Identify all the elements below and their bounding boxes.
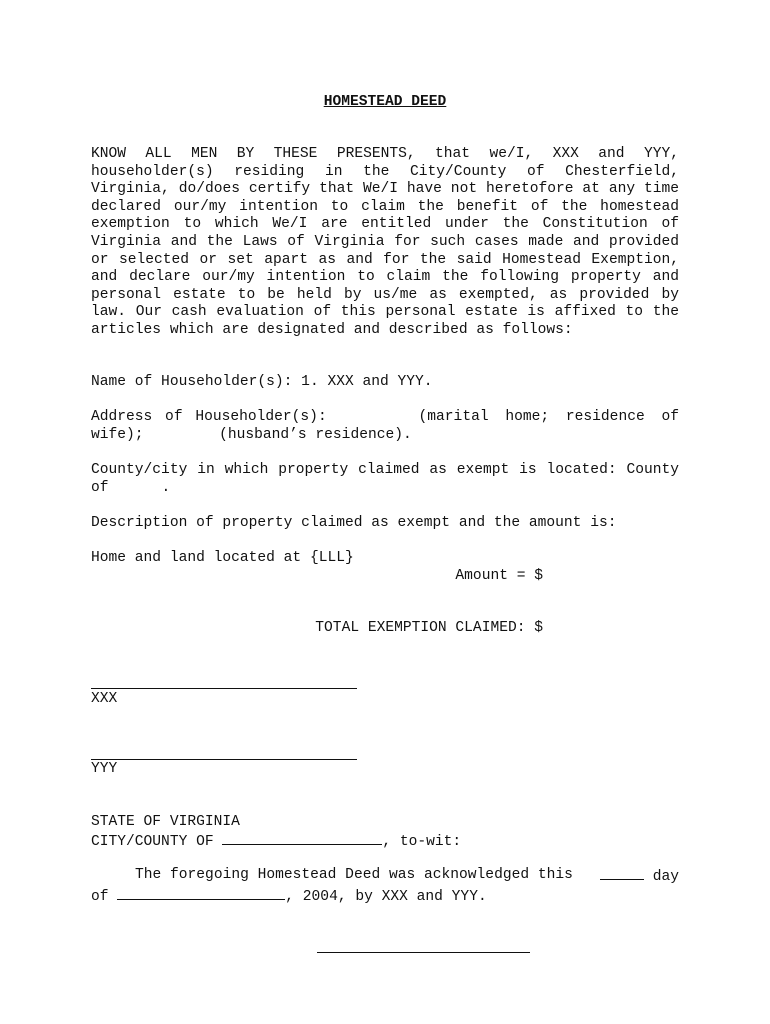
ack-line-1: The foregoing Homestead Deed was acknowledged this day: [135, 867, 679, 885]
county-section: [91, 462, 679, 497]
county-line-1: County/city in which property claimed as exempt is located: County: [91, 462, 679, 478]
householder-name: Name of Householder(s): 1. XXX and YYY.: [91, 374, 433, 390]
address-section: [91, 409, 679, 444]
address-line-1: [91, 409, 679, 427]
day-blank: [600, 867, 644, 880]
signature-line-2: [91, 759, 357, 760]
document-title: HOMESTEAD DEED: [323, 94, 447, 110]
home-land-location: Home and land located at {LLL}: [91, 550, 354, 566]
county-line-2: of .: [91, 479, 171, 496]
address-value: (marital home; residence of: [418, 409, 679, 425]
property-description: Description of property claimed as exempt and the amount is:: [91, 515, 617, 531]
city-county-line: CITY/COUNTY OF , to-wit:: [91, 833, 462, 850]
address-husband: (husband’s residence).: [219, 426, 412, 443]
amount-line: Amount = $: [455, 568, 543, 584]
signature-line-1: [91, 688, 357, 689]
intro-paragraph: KNOW ALL MEN BY THESE PRESENTS, that we/I, XXX and YYY, householder(s) residing in the City/County of Chesterfield, Virginia, do/does certify that We/I have not heretofore at any time declared our/my intention to claim the benefit of the homestead exemption to which We/I are entitled under the Constitution of Virginia and the Laws of Virginia for such cases made and provided or selected or set apart as and for the said Homestead Exemption, and declare our/my intention to claim the following property and personal estate to be held by us/me as exempted, as provided by law. Our cash evaluation of this personal estate is affixed to the articles which are designated and described as follows:: [91, 146, 679, 338]
address-label: Address of Householder(s):: [91, 409, 327, 425]
signer-2-name: YYY: [91, 761, 118, 777]
address-wife: wife);: [91, 426, 144, 443]
city-county-blank: [222, 832, 382, 845]
notary-signature-line: [317, 952, 530, 953]
address-line-2: [91, 427, 679, 445]
signer-1-name: XXX: [91, 691, 118, 707]
month-blank: [117, 887, 285, 900]
acknowledgment-section: [91, 867, 679, 906]
ack-line-2: of , 2004, by XXX and YYY.: [91, 888, 487, 905]
state-heading: STATE OF VIRGINIA: [91, 814, 240, 830]
notary-section: [91, 814, 679, 851]
total-exemption: TOTAL EXEMPTION CLAIMED: $: [315, 620, 543, 636]
